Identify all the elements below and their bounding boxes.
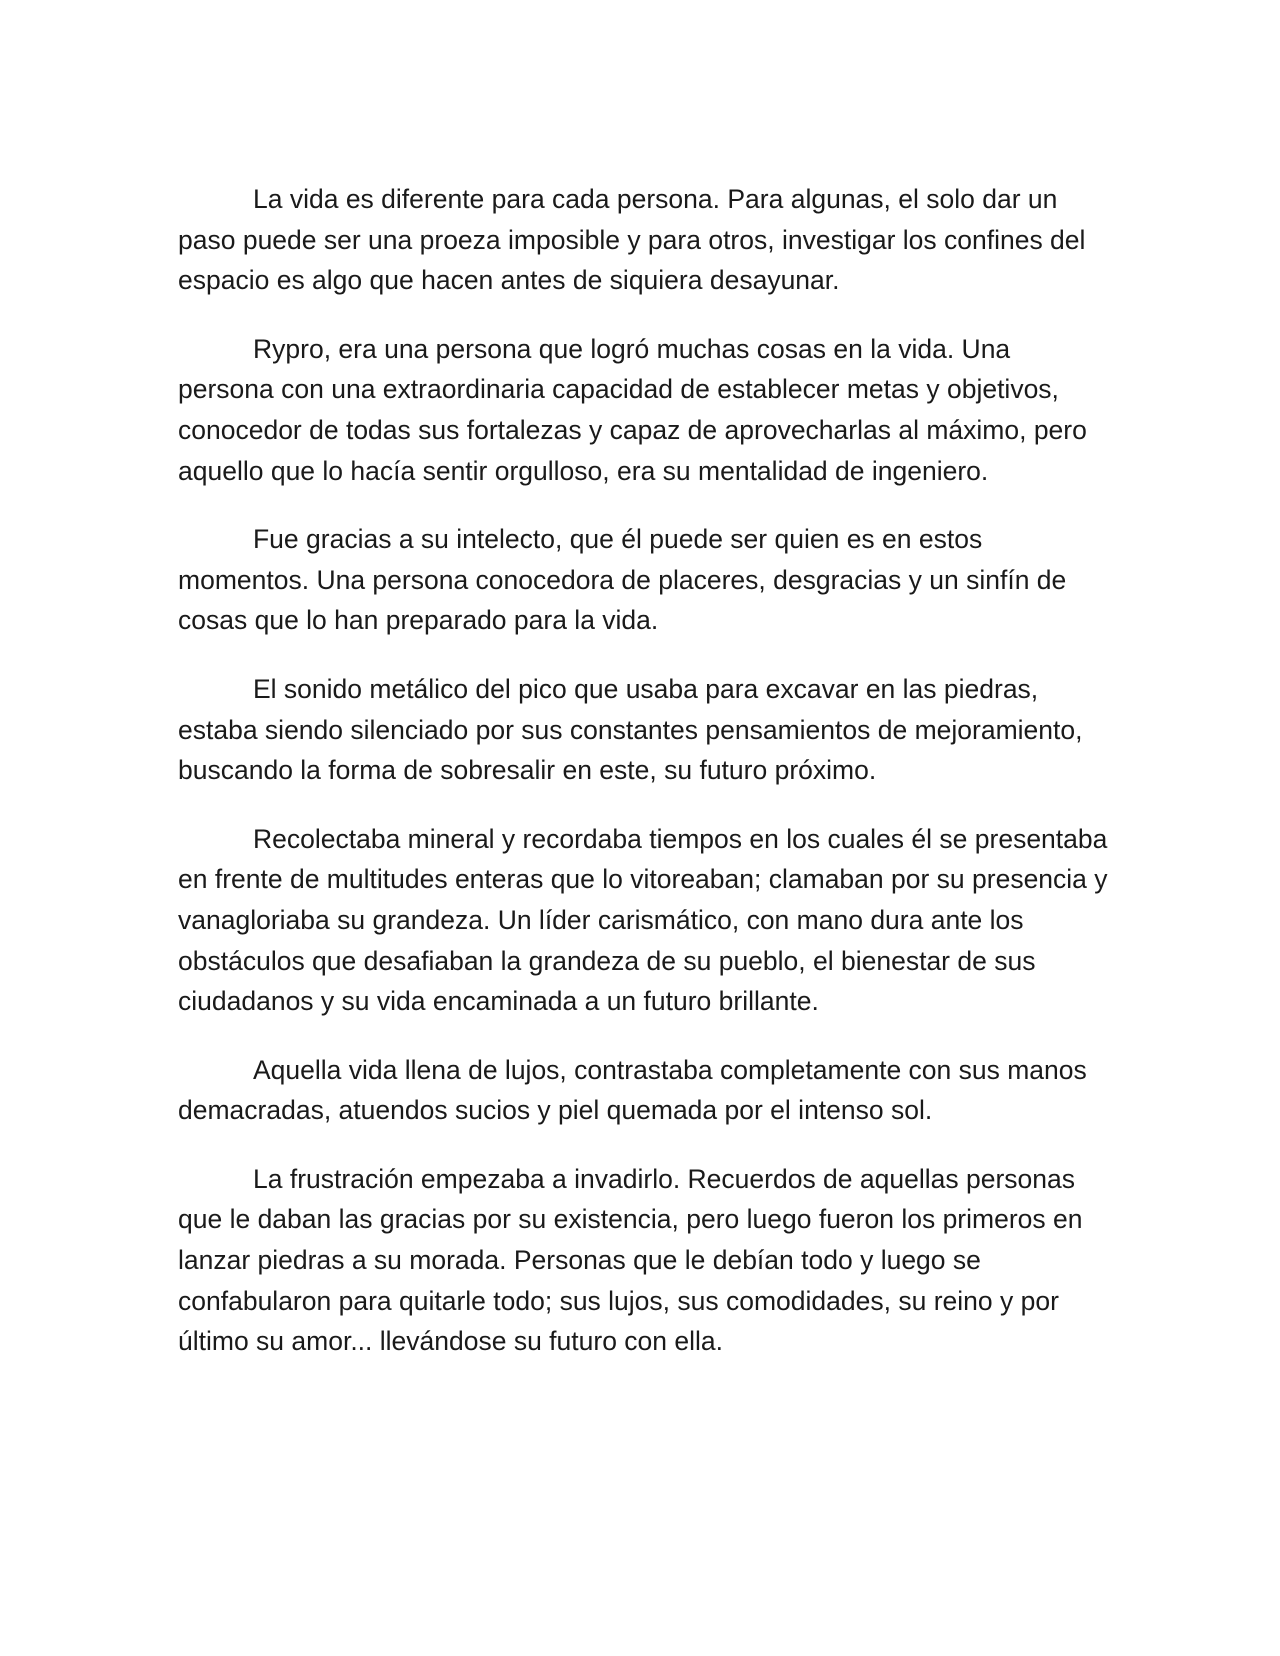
paragraph-4: El sonido metálico del pico que usaba para excavar en las piedras, estaba siendo silenciado por sus constantes pensamientos de mejoramiento, buscando la forma de sobresalir en este, su futuro próximo. xyxy=(178,673,1083,786)
paragraph-2: Rypro, era una persona que logró muchas cosas en la vida. Una persona con una extraordinaria capacidad de establecer metas y objetivos, conocedor de todas sus fortalezas y capaz de aprovecharlas al máximo, pero aquello que lo hacía sentir orgulloso, era su mentalidad de ingeniero. xyxy=(178,333,1087,486)
paragraph-7: La frustración empezaba a invadirlo. Recuerdos de aquellas personas que le daban las gracias por su existencia, pero luego fueron los primeros en lanzar piedras a su morada. Personas que le debían todo y luego se confabularon para quitarle todo; sus lujos, sus comodidades, su reino y por último su amor... llevándose su futuro con ella. xyxy=(178,1163,1083,1357)
paragraph-6: Aquella vida llena de lujos, contrastaba completamente con sus manos demacradas, atuendos sucios y piel quemada por el intenso sol. xyxy=(178,1054,1087,1126)
paragraph-3: Fue gracias a su intelecto, que él puede ser quien es en estos momentos. Una persona conocedora de placeres, desgracias y un sinfín de cosas que lo han preparado para la vida. xyxy=(178,524,1067,636)
document-body xyxy=(178,179,1108,1362)
paragraph-5: Recolectaba mineral y recordaba tiempos en los cuales él se presentaba en frente de multitudes enteras que lo vitoreaban; clamaban por su presencia y vanagloriaba su grandeza. Un líder carismático, con mano dura ante los obstáculos que desafiaban la grandeza de su pueblo, el bienestar de sus ciudadanos y su vida encaminada a un futuro brillante. xyxy=(178,823,1108,1017)
paragraph-1: La vida es diferente para cada persona. Para algunas, el solo dar un paso puede ser una proeza imposible y para otros, investigar los confines del espacio es algo que hacen antes de siquiera desayunar. xyxy=(178,184,1086,296)
